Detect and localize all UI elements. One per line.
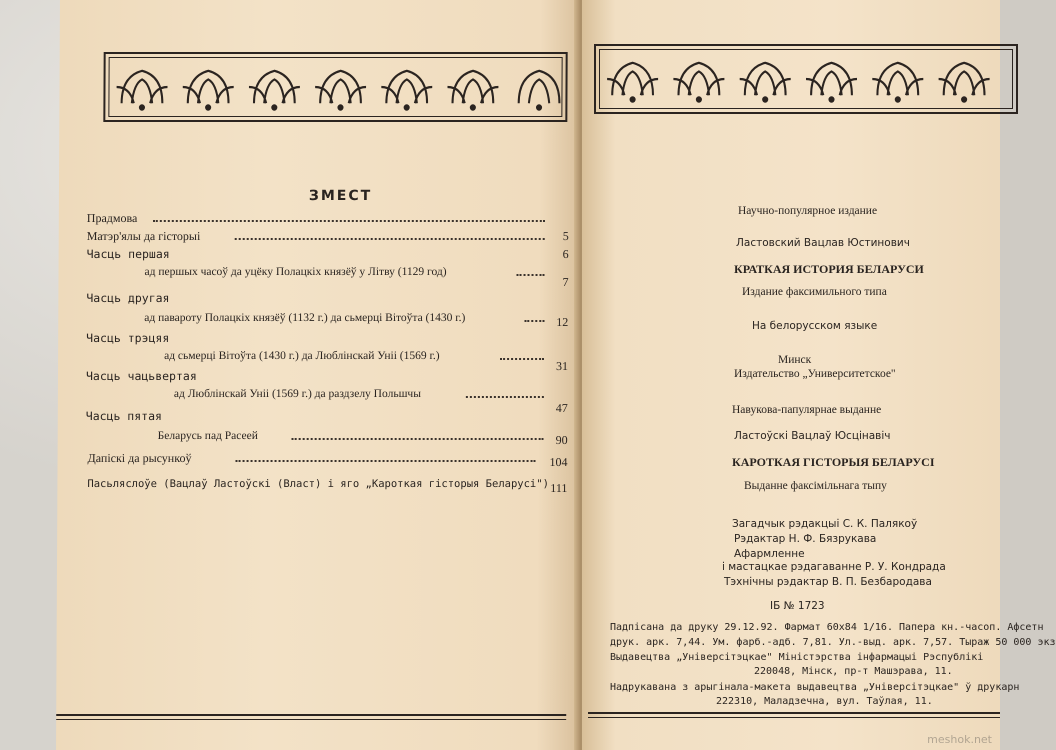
toc-entry-page: 90 [555,433,568,447]
imprint-publisher-ru: Издательство „Университетское" [734,368,896,380]
imprint-tech-line: 222310, Маладзечна, вул. Таўлая, 11. [716,696,933,707]
imprint-tech-line: Падпісана да друку 29.12.92. Фармат 60х84 1/16. Папера кн.-часоп. Афсетн [610,622,1044,633]
imprint-credit: Загадчык рэдакцыі С. К. Палякоў [732,518,918,530]
toc-entry-page: 104 [549,455,568,469]
bottom-rule [56,714,566,720]
imprint-tech-line: Надрукавана з арыгінала-макета выдавецтва „Універсітэцкае" ў друкарн [610,682,1020,693]
toc-entry [84,330,574,346]
toc-entry-label: Матэр'ялы да гісторыі [86,229,201,243]
toc-entry [84,310,574,329]
imprint-author-be: Ластоўскі Вацлаў Юсцінавіч [734,430,891,442]
left-page [56,0,582,750]
imprint-block [582,0,1056,750]
imprint-credit: Рэдактар Н. Ф. Бязрукава [734,533,877,545]
toc-part-label: Часць чацьвертая [85,369,197,383]
toc-entry-label: ад Люблінскай Уніі (1569 г.) да раздзелу Польшчы [173,388,421,400]
toc-entry [84,386,574,415]
toc-entry [84,368,574,384]
toc-entry-page: 111 [550,481,568,495]
toc-entry-label: ад першых часоў да уцёку Полацкіх князёў у Літву (1129 год) [144,266,447,278]
toc-entry-page: 31 [556,359,569,373]
toc-entry [85,228,575,244]
imprint-tech-line: 220048, Мінск, пр-т Машэрава, 11. [754,666,953,677]
toc-leader [153,219,545,222]
imprint-ib-number: ІБ № 1723 [770,600,825,612]
toc-entry [84,348,574,373]
toc-part-label: Часць трэцяя [86,331,170,345]
imprint-line: Научно-популярное издание [738,205,878,217]
toc-entry-label: ад паваротy Полацкіх князёў (1132 г.) да сьмерці Вітоўта (1430 г.) [144,312,466,324]
toc-entry [84,264,574,289]
toc-entry-label: Беларусь пад Расеей [157,430,258,442]
toc-entry [83,476,573,495]
toc-entry [85,246,575,262]
toc-leader [517,273,545,276]
toc-entry-label: Прадмова [86,211,138,225]
toc-entry-label: Пасьляслоўе (Вацлаў Ластоўскі (Власт) і яго „Кароткая гісторыя Беларусі") [87,478,549,490]
imprint-line: Издание факсимильного типа [742,286,887,298]
toc-part-label: Часць пятая [85,409,162,423]
toc-entry-label: ад сьмерці Вітоўта (1430 г.) да Люблінскай Уніі (1569 г.) [164,350,440,362]
toc-entry-page: 6 [562,247,569,261]
imprint-line: Навукова-папулярнае выданне [732,404,882,416]
toc-entry-page: 12 [556,315,569,329]
imprint-title-ru: КРАТКАЯ ИСТОРИЯ БЕЛАРУСИ [734,262,924,276]
toc-entry [84,408,574,424]
toc-entry [84,428,574,447]
toc-entry [85,210,575,226]
ornament-border-top [103,52,567,122]
imprint-city: Минск [778,354,812,366]
imprint-title-be: КАРОТКАЯ ГІСТОРЫЯ БЕЛАРУСІ [732,455,935,469]
toc-entry-page: 5 [562,229,569,243]
toc-leader [235,237,545,240]
imprint-line: На белорусском языке [752,320,878,332]
toc-entry-page: 7 [562,275,569,289]
toc-leader [524,319,544,322]
imprint-author-ru: Ластовский Вацлав Юстинович [736,237,910,249]
toc-entry [84,450,574,469]
toc-leader [500,357,544,360]
watermark: meshok.net [927,733,992,746]
right-page [582,0,1056,750]
imprint-tech-line: Выдавецтва „Універсітэцкае" Міністэрства інфармацыі Рэспублікі [610,652,984,663]
toc-leader [236,459,536,462]
toc-entry-label: Дапіскі да рысункоў [87,451,192,465]
bottom-rule [588,712,1000,718]
toc-part-label: Часць першая [86,247,170,261]
imprint-line: Выданне факсімільнага тыпу [744,480,887,492]
toc-title: ЗМЕСТ [308,188,373,204]
toc-leader [292,437,544,440]
imprint-tech-line: друк. арк. 7,44. Ум. фарб.-адб. 7,81. Ул.-выд. арк. 7,57. Тыраж 50 000 экз [610,637,1056,648]
toc-leader [466,395,544,398]
toc-entry [84,290,574,306]
toc-entry-page: 47 [555,401,568,415]
imprint-credit: Тэхнічны рэдактар В. П. Безбародава [724,576,932,588]
imprint-credit: і мастацкае рэдагаванне Р. У. Кондрада [722,561,946,573]
imprint-credit: Афармленне [734,548,805,560]
toc-part-label: Часць другая [86,291,170,305]
ornament-pattern-icon [111,60,559,114]
